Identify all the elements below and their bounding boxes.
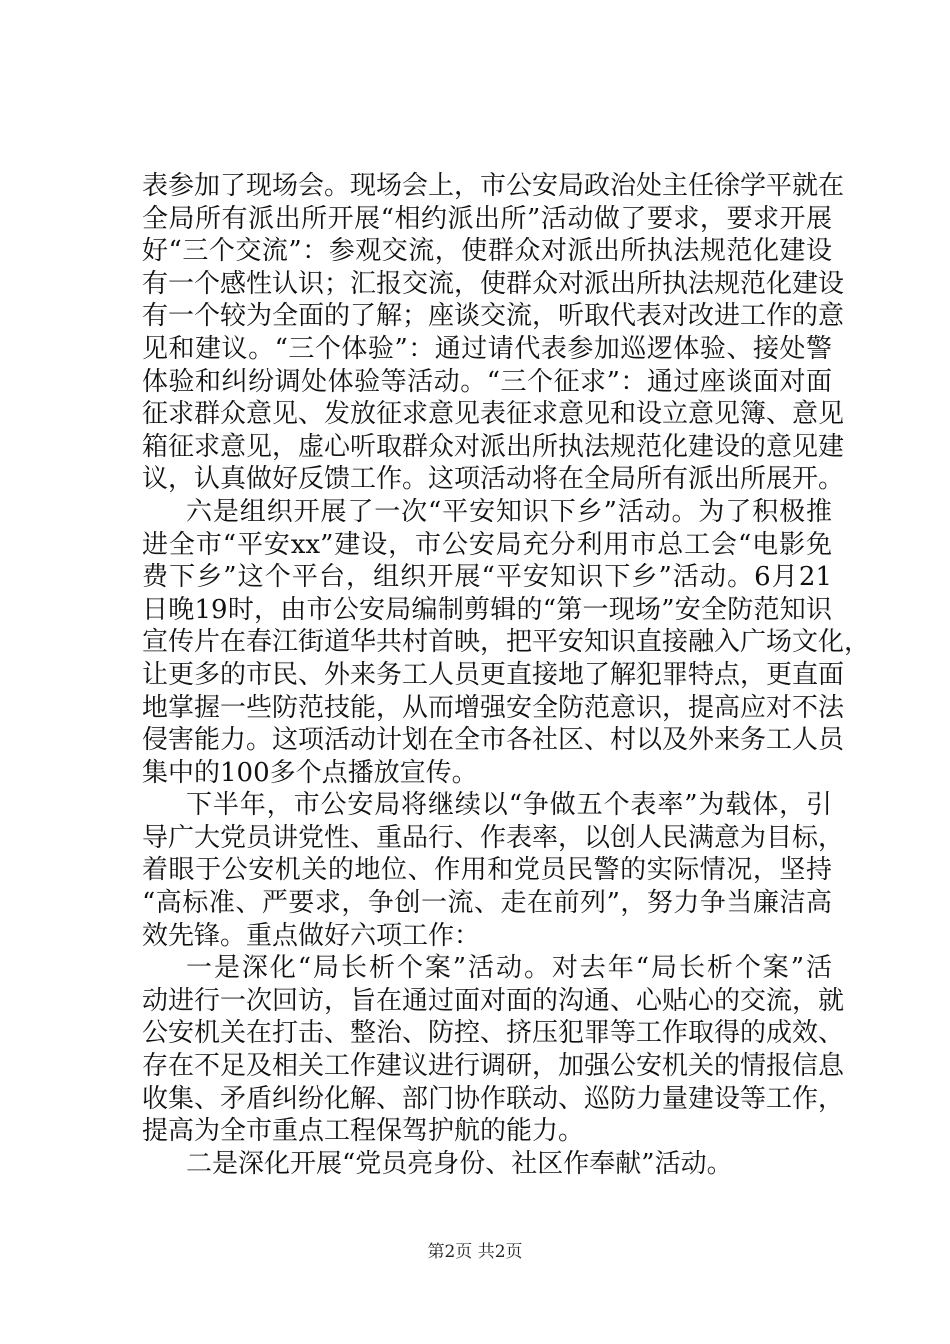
text-line: 存在不足及相关工作建议进行调研，加强公安机关的情报信息 bbox=[142, 1051, 845, 1082]
text-line: 有一个感性认识；汇报交流，使群众对派出所执法规范化建设 bbox=[142, 268, 845, 299]
text-line: 收集、矛盾纠纷化解、部门协作联动、巡防力量建设等工作， bbox=[142, 1083, 845, 1114]
text-line: 公安机关在打击、整治、防控、挤压犯罪等工作取得的成效、 bbox=[142, 1018, 845, 1049]
text-line: 动进行一次回访，旨在通过面对面的沟通、心贴心的交流，就 bbox=[142, 985, 845, 1016]
text-line: 好“三个交流”：参观交流，使群众对派出所执法规范化建设 bbox=[142, 236, 832, 267]
text-line: 进全市“平安xx”建设，市公安局充分利用市总工会“电影免 bbox=[142, 529, 832, 560]
text-line: 见和建议。“三个体验”：通过请代表参加巡逻体验、接处警 bbox=[142, 333, 832, 364]
text-line: 体验和纠纷调处体验等活动。“三个征求”：通过座谈面对面 bbox=[142, 366, 832, 397]
text-line: 议，认真做好反馈工作。这项活动将在全局所有派出所展开。 bbox=[142, 464, 845, 495]
text-line: 费下乡”这个平台，组织开展“平安知识下乡”活动。6月21 bbox=[142, 562, 832, 593]
text-line: 地掌握一些防范技能，从而增强安全防范意识，提高应对不法 bbox=[142, 692, 845, 723]
text-line: 导广大党员讲党性、重品行、作表率，以创人民满意为目标， bbox=[142, 822, 845, 853]
text-line: 六是组织开展了一次“平安知识下乡”活动。为了积极推 bbox=[186, 496, 832, 527]
text-line: 宣传片在春江街道华共村首映，把平安知识直接融入广场文化， bbox=[142, 627, 871, 658]
text-line: 日晚19时，由市公安局编制剪辑的“第一现场”安全防范知识 bbox=[142, 594, 832, 625]
text-line: 让更多的市民、外来务工人员更直接地了解犯罪特点，更直面 bbox=[142, 659, 845, 690]
text-line: 提高为全市重点工程保驾护航的能力。 bbox=[142, 1116, 585, 1147]
text-line: “高标准、严要求，争创一流、走在前列”，努力争当廉洁高 bbox=[142, 888, 832, 919]
text-line: 着眼于公安机关的地位、作用和党员民警的实际情况，坚持 bbox=[142, 855, 832, 886]
text-line: 下半年，市公安局将继续以“争做五个表率”为载体，引 bbox=[186, 790, 832, 821]
text-line: 集中的100多个点播放宣传。 bbox=[142, 757, 478, 788]
text-line: 侵害能力。这项活动计划在全市各社区、村以及外来务工人员 bbox=[142, 725, 845, 756]
text-line: 箱征求意见，虚心听取群众对派出所执法规范化建设的意见建 bbox=[142, 431, 845, 462]
text-line: 一是深化“局长析个案”活动。对去年“局长析个案”活 bbox=[186, 953, 832, 984]
text-line: 表参加了现场会。现场会上，市公安局政治处主任徐学平就在 bbox=[142, 171, 845, 201]
document-body bbox=[142, 170, 871, 1180]
text-line: 有一个较为全面的了解；座谈交流，听取代表对改进工作的意 bbox=[142, 301, 845, 332]
text-line: 征求群众意见、发放征求意见表征求意见和设立意见簿、意见 bbox=[142, 399, 845, 430]
text-line: 效先锋。重点做好六项工作： bbox=[142, 920, 481, 951]
page-footer: 第2页 共2页 bbox=[427, 1242, 523, 1262]
text-line: 全局所有派出所开展“相约派出所”活动做了要求，要求开展 bbox=[142, 203, 832, 234]
text-line: 二是深化开展“党员亮身份、社区作奉献”活动。 bbox=[186, 1148, 733, 1179]
